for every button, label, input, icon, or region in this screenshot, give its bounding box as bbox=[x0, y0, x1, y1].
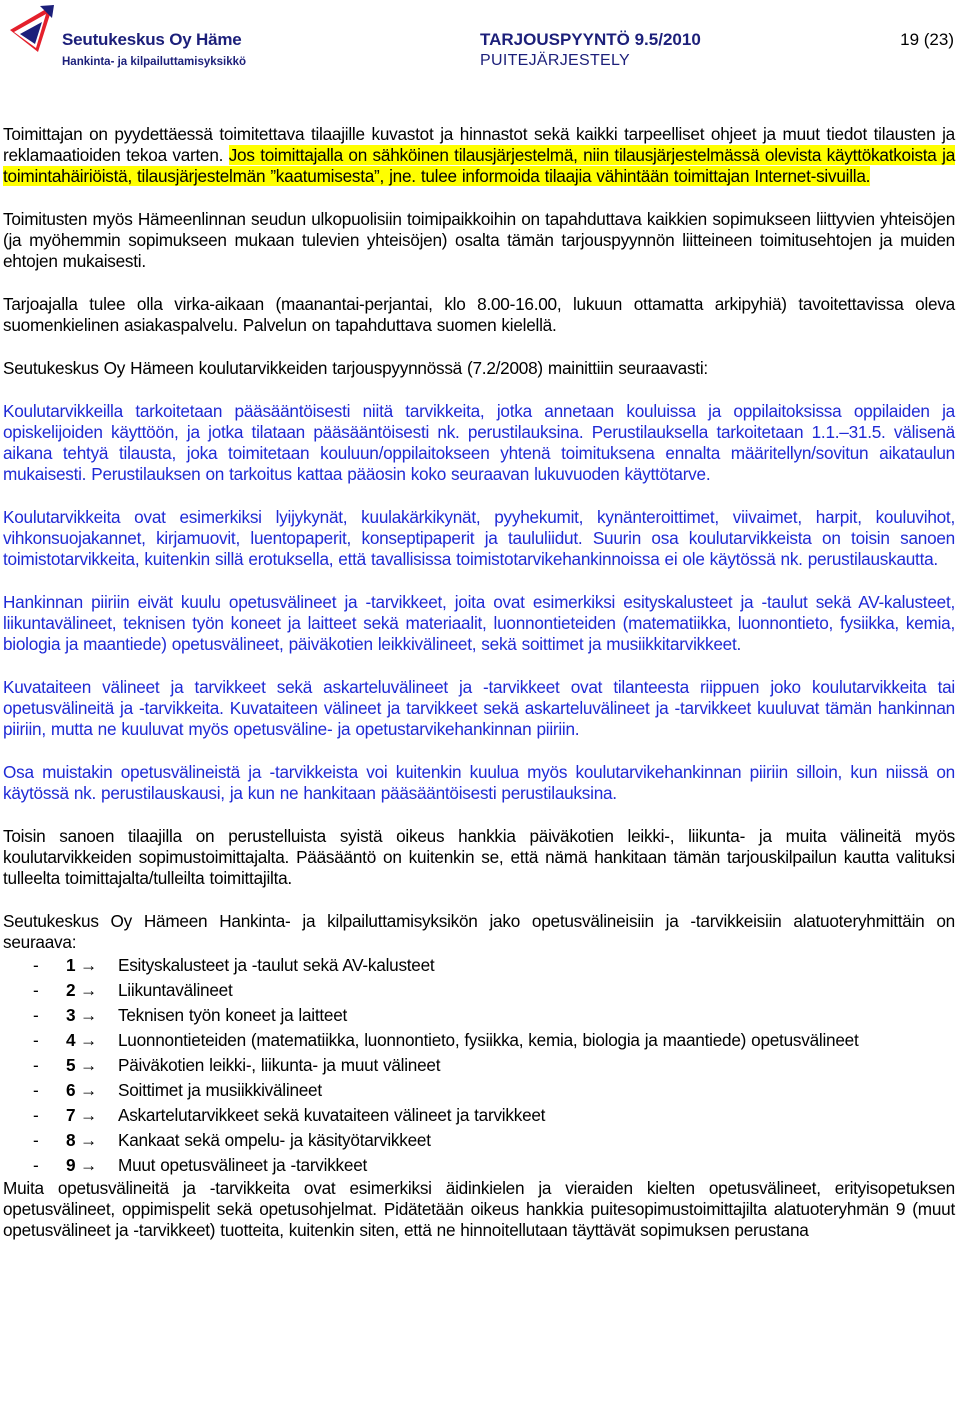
document-body bbox=[3, 124, 955, 1241]
highlighted-text: Jos toimittajalla on sähköinen tilausjärjestelmä, niin tilausjärjestelmässä olevista käyttökatkoista ja toimintahäiriöistä, tilausjärjestelmän ”kaatumisesta”, jne. tulee informoida tilaajia vähintään toimittajan Internet-sivuilla. bbox=[3, 145, 955, 186]
company-name: Seutukeskus Oy Häme bbox=[62, 30, 242, 49]
quote-paragraph-3: Hankinnan piiriin eivät kuulu opetusvälineet ja -tarvikkeet, joita ovat esimerkiksi esityskalusteet ja -taulut sekä AV-kalusteet, liikuntavälineet, teknisen työn koneet ja laitteet sekä materiaalit, luonnontieteiden (matematiikka, luonnontieto, fysiikka, kemia, biologia ja maantiede) opetusvälineet, päiväkotien leikkivälineet, sekä soittimet ja musiikkitarvikkeet. bbox=[3, 592, 955, 654]
category-number: 8 bbox=[66, 1130, 76, 1150]
document-subtitle: PUITEJÄRJESTELY bbox=[480, 52, 631, 69]
category-number: 4 bbox=[66, 1030, 76, 1050]
category-label: Muut opetusvälineet ja -tarvikkeet bbox=[118, 1155, 368, 1175]
list-dash: - bbox=[33, 1005, 39, 1025]
arrow-right-icon: → bbox=[80, 1055, 97, 1075]
paragraph-customer-service: Tarjoajalla tulee olla virka-aikaan (maanantai-perjantai, klo 8.00-16.00, lukuun ottamatta arkipyhiä) tavoitettavissa oleva suomenkielinen asiakaspalvelu. Palvelun on tapahduttava suomen kielellä. bbox=[3, 294, 955, 335]
list-item bbox=[3, 1003, 955, 1028]
category-label: Kankaat sekä ompelu- ja käsityötarvikkeet bbox=[118, 1130, 431, 1150]
paragraph-text-tail: Pidätetään oikeus hankkia puitesopimustoimittajilta alatuoteryhmän 9 (muut opetusvälineet ja -tarvikkeet) tuotteita, kuitenkin siten, että ne hinnoitellutaan täyttävät sopimuksen perustana bbox=[3, 1199, 955, 1240]
paragraph-other-purchases bbox=[3, 826, 955, 889]
category-number: 5 bbox=[66, 1055, 76, 1075]
arrow-right-icon: → bbox=[80, 955, 97, 975]
arrow-right-icon: → bbox=[80, 1105, 97, 1125]
category-label: Esityskalusteet ja -taulut sekä AV-kalusteet bbox=[118, 955, 435, 975]
list-item bbox=[3, 1153, 955, 1178]
list-item bbox=[3, 1128, 955, 1153]
category-label: Päiväkotien leikki-, liikunta- ja muut välineet bbox=[118, 1055, 441, 1075]
list-dash: - bbox=[33, 1030, 39, 1050]
category-label: Askartelutarvikkeet sekä kuvataiteen välineet ja tarvikkeet bbox=[118, 1105, 546, 1125]
list-item bbox=[3, 1028, 955, 1053]
paragraph-other-equipment bbox=[3, 1178, 955, 1241]
category-label: Soittimet ja musiikkivälineet bbox=[118, 1080, 322, 1100]
category-number: 9 bbox=[66, 1155, 76, 1175]
arrow-right-icon: → bbox=[80, 980, 97, 1000]
document-title: TARJOUSPYYNTÖ 9.5/2010 bbox=[480, 30, 701, 49]
paragraph-previous-tender: Seutukeskus Oy Hämeen koulutarvikkeiden tarjouspyynnössä (7.2/2008) mainittiin seuraavasti: bbox=[3, 358, 708, 378]
arrow-right-icon: → bbox=[80, 1005, 97, 1025]
list-dash: - bbox=[33, 1055, 39, 1075]
category-label: Luonnontieteiden (matematiikka, luonnontieto, fysiikka, kemia, biologia ja maantiede) opetusvälineet bbox=[118, 1030, 859, 1050]
seutukeskus-logo-icon bbox=[8, 4, 58, 54]
list-item bbox=[3, 1103, 955, 1128]
category-number: 6 bbox=[66, 1080, 76, 1100]
category-number: 7 bbox=[66, 1105, 76, 1125]
category-number: 1 bbox=[66, 955, 76, 975]
list-dash: - bbox=[33, 1155, 39, 1175]
list-dash: - bbox=[33, 1080, 39, 1100]
arrow-right-icon: → bbox=[80, 1080, 97, 1100]
quote-paragraph-4: Kuvataiteen välineet ja tarvikkeet sekä askarteluvälineet ja -tarvikkeet ovat tilanteesta riippuen joko koulutarvikkeita tai opetusvälineitä ja -tarvikkeita. Kuvataiteen välineet ja tarvikkeet sekä askarteluvälineet ja -tarvikkeet kuuluvat tämän hankinnan piiriin, mutta ne kuuluvat myös opetusväline- ja opetustarvikehankinnan piiriin. bbox=[3, 677, 955, 739]
list-item bbox=[3, 978, 955, 1003]
unit-name: Hankinta- ja kilpailuttamisyksikkö bbox=[62, 56, 247, 68]
paragraph-text: Toisin sanoen tilaajilla on perustelluista syistä oikeus hankkia päiväkotien leikki-, liikunta- ja muita välineitä myös koulutarvikkeiden sopimustoimittajalta. bbox=[3, 826, 955, 867]
paragraph-text-tail: Pääsääntö on kuitenkin se, että nämä hankitaan tämän tarjouskilpailun kautta valituksi tulleelta toimittajalta/tulleilta toimittajilta. bbox=[3, 847, 955, 888]
quote-paragraph-2: Koulutarvikkeita ovat esimerkiksi lyijykynät, kuulakärkikynät, pyyhekumit, kynänteroittimet, viivaimet, harpit, kouluvihot, vihkonsuojakannet, kirjamuovit, luentopaperit, konseptipaperit ja taululiidut. Suurin osa koulutarvikkeista on toisin sanoen toimistotarvikkeita, kuitenkin sillä erotuksella, että tavallisissa toimistotarvikehankinnoissa ei ole käytössä nk. perustilauskautta. bbox=[3, 507, 955, 569]
paragraph-category-intro: Seutukeskus Oy Hämeen Hankinta- ja kilpailuttamisyksikön jako opetusvälineisiin ja -tarvikkeisiin alatuoteryhmittäin on seuraava: bbox=[3, 911, 955, 952]
page-header bbox=[0, 0, 960, 80]
paragraph-ordering-info bbox=[3, 124, 955, 187]
category-number: 2 bbox=[66, 980, 76, 1000]
quote-paragraph-5: Osa muistakin opetusvälineistä ja -tarvikkeista voi kuitenkin kuulua myös koulutarvikehankinnan piiriin silloin, kun niissä on käytössä nk. perustilauskausi, ja kun ne hankitaan pääsääntöisesti perustilauksina. bbox=[3, 762, 955, 803]
category-label: Liikuntavälineet bbox=[118, 980, 233, 1000]
paragraph-text: Toimittajan on pyydettäessä toimitettava tilaajille kuvastot ja hinnastot sekä kaikki tarpeelliset ohjeet ja muut tiedot tilausten ja reklamaatioiden tekoa varten. bbox=[3, 124, 955, 165]
page-number: 19 (23) bbox=[900, 30, 954, 49]
category-number: 3 bbox=[66, 1005, 76, 1025]
list-dash: - bbox=[33, 955, 39, 975]
paragraph-deliveries: Toimitusten myös Hämeenlinnan seudun ulkopuolisiin toimipaikkoihin on tapahduttava kaikkien sopimukseen liittyvien yhteisöjen (ja myöhemmin sopimukseen mukaan tulevien yhteisöjen) osalta tämän tarjouspyynnön liitteineen toimitusehtojen ja muiden ehtojen mukaisesti. bbox=[3, 209, 955, 271]
list-item bbox=[3, 953, 955, 978]
list-item bbox=[3, 1053, 955, 1078]
category-label: Teknisen työn koneet ja laitteet bbox=[118, 1005, 348, 1025]
paragraph-text: Muita opetusvälineitä ja -tarvikkeita ovat esimerkiksi äidinkielen ja vieraiden kielten opetusvälineet, erityisopetuksen opetusvälineet, oppimispelit sekä opetusohjelmat. bbox=[3, 1178, 955, 1219]
arrow-right-icon: → bbox=[80, 1030, 97, 1050]
quote-paragraph-1: Koulutarvikkeilla tarkoitetaan pääsääntöisesti niitä tarvikkeita, jotka annetaan kouluissa ja oppilaitoksissa oppilaiden ja opiskelijoiden käyttöön, ja jotka tilataan pääsääntöisesti nk. perustilauksina. Perustilauksella tarkoitetaan 1.1.–31.5. välisenä aikana tehtyä tilausta, joka toimitetaan kouluun/oppilaitokseen yhtenä toimituksena ennalta määritellyn/sovitun aikataulun mukaisesti. Perustilauksen on tarkoitus kattaa pääosin koko seuraavan lukuvuoden käyttötarve. bbox=[3, 401, 955, 484]
list-item bbox=[3, 1078, 955, 1103]
arrow-right-icon: → bbox=[80, 1130, 97, 1150]
list-dash: - bbox=[33, 1130, 39, 1150]
category-list bbox=[3, 953, 955, 1178]
list-dash: - bbox=[33, 1105, 39, 1125]
arrow-right-icon: → bbox=[80, 1155, 97, 1175]
list-dash: - bbox=[33, 980, 39, 1000]
